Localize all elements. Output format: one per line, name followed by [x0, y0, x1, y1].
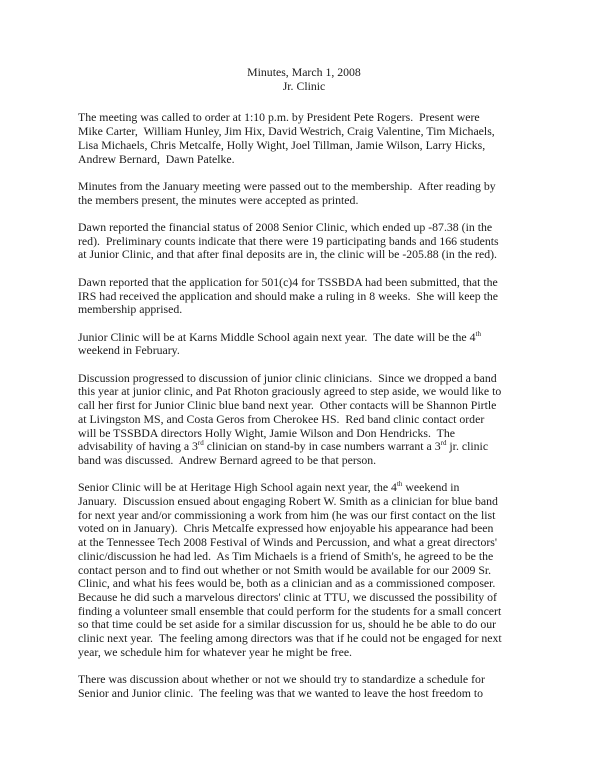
text-line: Senior Clinic will be at Heritage High School again next year, the 4th weekend in — [78, 480, 460, 495]
text-line: Minutes from the January meeting were passed out to the membership. After reading by — [78, 178, 496, 193]
text-line: IRS had received the application and should make a ruling in 8 weeks. She will keep the — [78, 288, 498, 303]
text-line: contact person and to find out whether or not Smith would be available for our 2009 Sr. — [78, 562, 492, 577]
text-line: year, we schedule him for whatever year he might be free. — [78, 644, 353, 659]
ordinal-superscript: th — [475, 329, 481, 338]
paragraph — [78, 276, 530, 317]
text-line: will be TSSBDA directors Holly Wight, Jamie Wilson and Don Hendricks. The — [78, 425, 455, 440]
text-line: Mike Carter, William Hunley, Jim Hix, David Westrich, Craig Valentine, Tim Michaels, — [78, 124, 495, 139]
text-line: at Livingston MS, and Costa Geros from Cherokee HS. Red band clinic contact order — [78, 411, 485, 426]
paragraph — [78, 331, 530, 358]
text-line: Because he did such a marvelous directors' clinic at TTU, we discussed the possibility of — [78, 589, 497, 604]
ordinal-superscript: rd — [440, 439, 447, 448]
text-line: Clinic, and what his fees would be, both as a clinician and as a commissioned composer. — [78, 576, 496, 591]
text-line: the members present, the minutes were accepted as printed. — [78, 192, 359, 207]
paragraph — [78, 180, 530, 207]
text-line: at Junior Clinic, and that after final deposits are in, the clinic will be -205.88 (in the red). — [78, 247, 497, 262]
text-line: for next year and/or commissioning a work from him (he was our first contact on the list — [78, 507, 496, 522]
text-line: clinic next year. The feeling among directors was that if he could not be engaged for next — [78, 631, 502, 646]
document-title-block — [78, 66, 530, 93]
paragraph — [78, 221, 530, 262]
text-line: call her first for Junior Clinic blue band next year. Other contacts will be Shannon Pirtle — [78, 398, 497, 413]
text-line: advisability of having a 3rd clinician on stand-by in case numbers warrant a 3rd jr. clinic — [78, 439, 489, 454]
text-line: There was discussion about whether or not we should try to standardize a schedule for — [78, 672, 485, 687]
text-line: clinic/discussion he had led. As Tim Michaels is a friend of Smith's, he agreed to be the — [78, 548, 494, 563]
text-line: January. Discussion ensued about engaging Robert W. Smith as a clinician for blue band — [78, 494, 498, 508]
paragraph — [78, 372, 530, 468]
text-line: red). Preliminary counts indicate that there were 19 participating bands and 166 students — [78, 233, 499, 248]
text-line: voted on in January). Chris Metcalfe expressed how enjoyable his appearance had been — [78, 521, 494, 536]
text-line: The meeting was called to order at 1:10 p.m. by President Pete Rogers. Present were — [78, 110, 480, 125]
document-title: Minutes, March 1, 2008 — [247, 65, 361, 79]
paragraph — [78, 111, 530, 166]
paragraph — [78, 673, 530, 700]
text-line: finding a volunteer small ensemble that could perform for the students for a small concert — [78, 603, 502, 618]
text-line: weekend in February. — [78, 343, 180, 358]
ordinal-superscript: rd — [197, 439, 204, 448]
text-line: Lisa Michaels, Chris Metcalfe, Holly Wight, Joel Tillman, Jamie Wilson, Larry Hicks, — [78, 137, 486, 152]
paragraph — [78, 481, 530, 659]
text-line: Dawn reported the financial status of 2008 Senior Clinic, which ended up -87.38 (in the — [78, 220, 493, 234]
text-line: Andrew Bernard, Dawn Patelke. — [78, 151, 235, 166]
text-line: Senior and Junior clinic. The feeling was that we wanted to leave the host freedom to — [78, 685, 484, 700]
text-line: Junior Clinic will be at Karns Middle School again next year. The date will be the 4th — [78, 329, 481, 344]
text-line: band was discussed. Andrew Bernard agreed to be that person. — [78, 452, 377, 467]
text-line: so that time could be set aside for a similar discussion for us, should he be able to do our — [78, 617, 497, 632]
document-subtitle: Jr. Clinic — [282, 78, 326, 93]
text-line: Discussion progressed to discussion of junior clinic clinicians. Since we dropped a band — [78, 370, 497, 385]
text-line: this year at junior clinic, and Pat Rhoton graciously agreed to step aside, we would like to — [78, 384, 502, 399]
ordinal-superscript: th — [396, 480, 403, 489]
document-body — [78, 111, 530, 700]
text-line: membership apprised. — [78, 302, 183, 317]
document-content — [78, 66, 530, 701]
text-line: Dawn reported that the application for 501(c)4 for TSSBDA had been submitted, that the — [78, 274, 498, 289]
text-line: at the Tennessee Tech 2008 Festival of Winds and Percussion, and what a great directors' — [78, 535, 498, 550]
